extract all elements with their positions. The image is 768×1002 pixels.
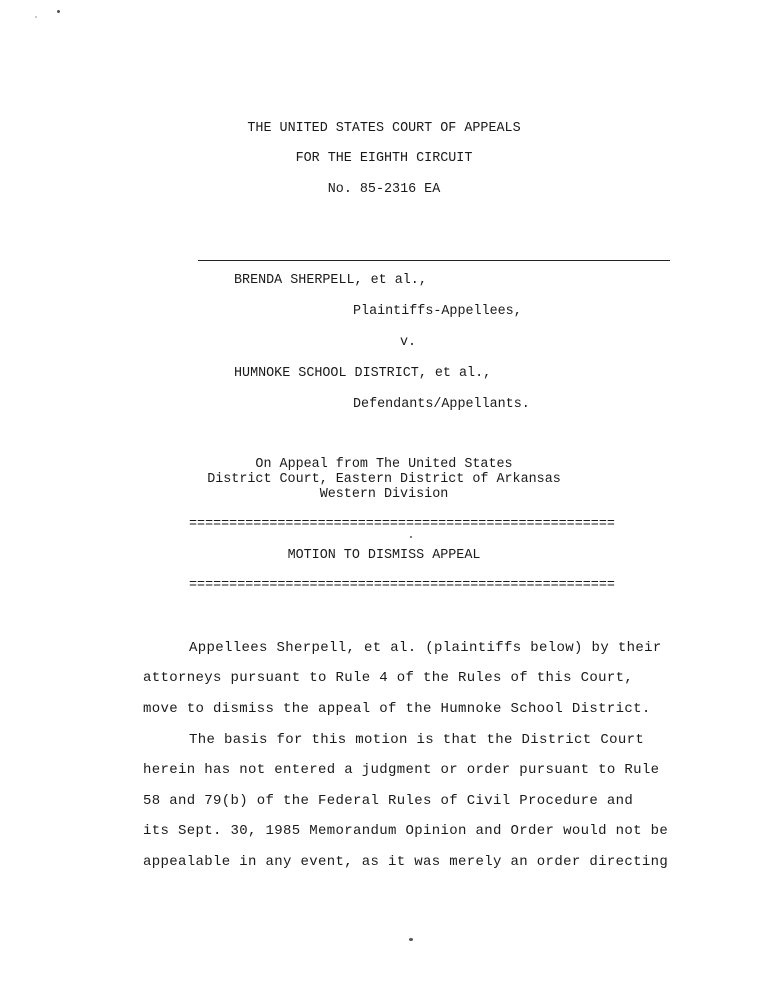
body-line: its Sept. 30, 1985 Memorandum Opinion and Order would not be	[143, 823, 669, 839]
scan-speck	[409, 938, 413, 941]
case-number: No. 85-2316 EA	[327, 182, 441, 197]
appeal-origin-line3: Western Division	[319, 487, 449, 502]
scan-speck	[57, 10, 60, 13]
scan-speck	[410, 536, 412, 538]
appeal-origin-line1: On Appeal from The United States	[255, 457, 513, 472]
defendant-role: Defendants/Appellants.	[353, 397, 530, 412]
body-line: Appellees Sherpell, et al. (plaintiffs below) by their	[189, 640, 662, 656]
body-line: appealable in any event, as it was merely an order directing	[143, 854, 669, 870]
body-line: The basis for this motion is that the District Court	[189, 732, 645, 748]
motion-title: MOTION TO DISMISS APPEAL	[287, 548, 481, 563]
separator-top: =====================================================	[189, 517, 615, 532]
body-line: 58 and 79(b) of the Federal Rules of Civil Procedure and	[143, 793, 634, 809]
body-line: herein has not entered a judgment or order pursuant to Rule	[143, 762, 660, 778]
plaintiff-role: Plaintiffs-Appellees,	[353, 304, 522, 319]
appeal-origin-line2: District Court, Eastern District of Arkansas	[207, 472, 561, 487]
defendant-name: HUMNOKE SCHOOL DISTRICT, et al.,	[234, 366, 492, 381]
caption-top-rule	[198, 260, 670, 261]
circuit-name: FOR THE EIGHTH CIRCUIT	[295, 151, 473, 166]
plaintiff-name: BRENDA SHERPELL, et al.,	[234, 273, 427, 288]
court-name: THE UNITED STATES COURT OF APPEALS	[247, 121, 521, 136]
versus: v.	[400, 335, 417, 350]
body-line: move to dismiss the appeal of the Humnoke School District.	[143, 701, 651, 717]
separator-bottom: =====================================================	[189, 578, 615, 593]
body-line: attorneys pursuant to Rule 4 of the Rules of this Court,	[143, 670, 634, 686]
scan-speck	[35, 16, 37, 18]
